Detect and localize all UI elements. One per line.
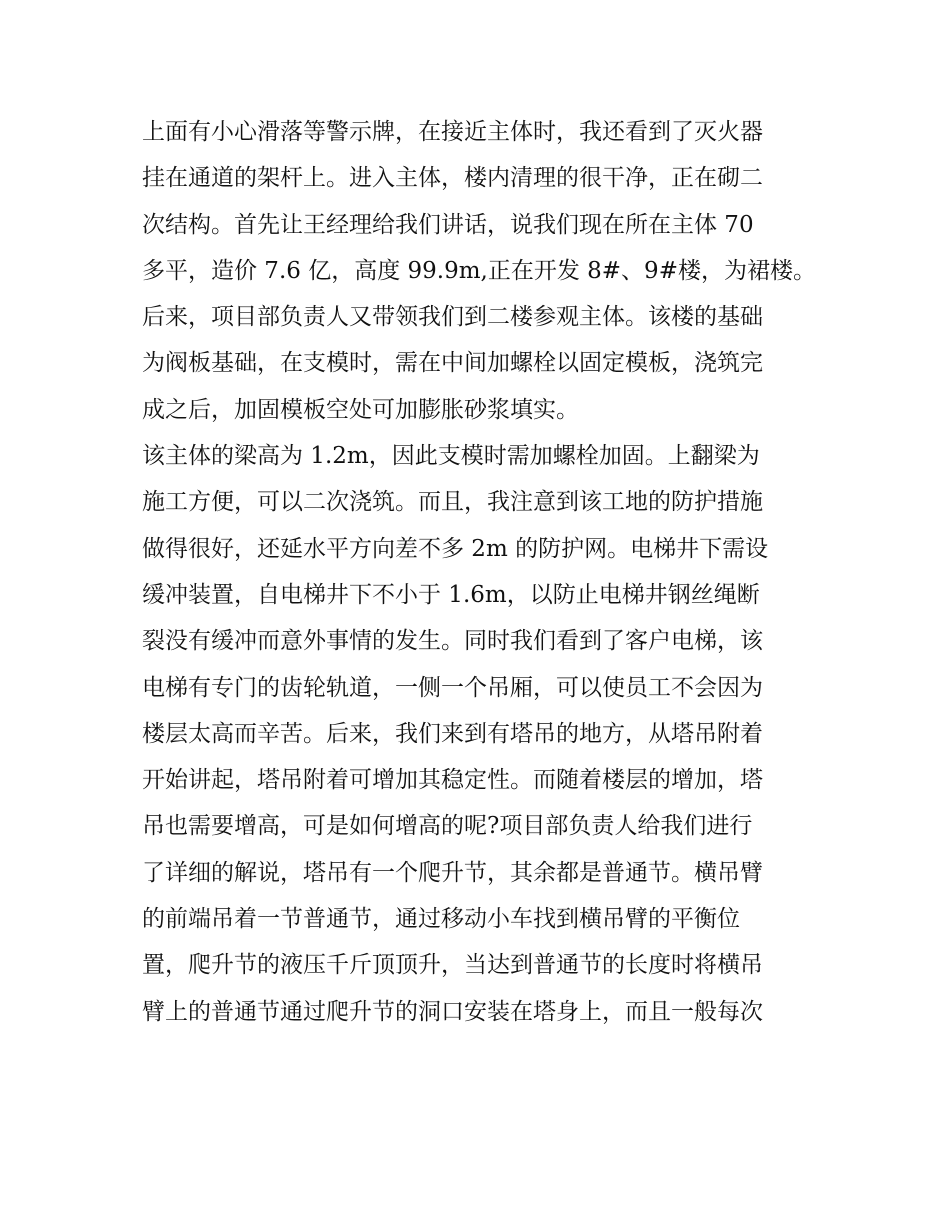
text-line: 上面有小心滑落等警示牌，在接近主体时，我还看到了灭火器 [142, 119, 763, 145]
text-line: 后来，项目部负责人又带领我们到二楼参观主体。该楼的基础 [142, 304, 763, 331]
text-line: 的前端吊着一节普通节，通过移动小车找到横吊臂的平衡位 [142, 906, 740, 933]
text-line: 置，爬升节的液压千斤顶顶升，当达到普通节的长度时将横吊 [142, 952, 763, 979]
text-line: 成之后，加固模板空处可加膨胀砂浆填实。 [142, 396, 579, 423]
text-line: 多平，造价 7.6 亿，高度 99.9m,正在开发 8#、9#楼，为裙楼。 [142, 257, 816, 284]
text-line: 挂在通道的架杆上。进入主体，楼内清理的很干净，正在砌二 [142, 165, 763, 192]
text-line: 吊也需要增高，可是如何增高的呢?项目部负责人给我们进行 [142, 813, 753, 840]
text-line: 施工方便，可以二次浇筑。而且，我注意到该工地的防护措施 [142, 489, 763, 516]
text-line: 楼层太高而辛苦。后来，我们来到有塔吊的地方，从塔吊附着 [142, 720, 763, 747]
text-line: 裂没有缓冲而意外事情的发生。同时我们看到了客户电梯，该 [142, 628, 763, 655]
text-line: 了详细的解说，塔吊有一个爬升节，其余都是普通节。横吊臂 [142, 859, 763, 886]
text-line: 该主体的梁高为 1.2m，因此支模时需加螺栓加固。上翻梁为 [142, 443, 760, 470]
text-line: 为阀板基础，在支模时，需在中间加螺栓以固定模板，浇筑完 [142, 350, 763, 377]
text-line: 次结构。首先让王经理给我们讲话，说我们现在所在主体 70 [142, 211, 754, 238]
text-line: 臂上的普通节通过爬升节的洞口安装在塔身上，而且一般每次 [142, 998, 763, 1025]
text-line: 缓冲装置，自电梯井下不小于 1.6m，以防止电梯井钢丝绳断 [142, 581, 760, 608]
body-text [142, 109, 822, 1035]
text-line: 做得很好，还延水平方向差不多 2m 的防护网。电梯井下需设 [142, 535, 769, 562]
text-line: 开始讲起，塔吊附着可增加其稳定性。而随着楼层的增加，塔 [142, 767, 763, 794]
text-line: 电梯有专门的齿轮轨道，一侧一个吊厢，可以使员工不会因为 [142, 674, 763, 701]
